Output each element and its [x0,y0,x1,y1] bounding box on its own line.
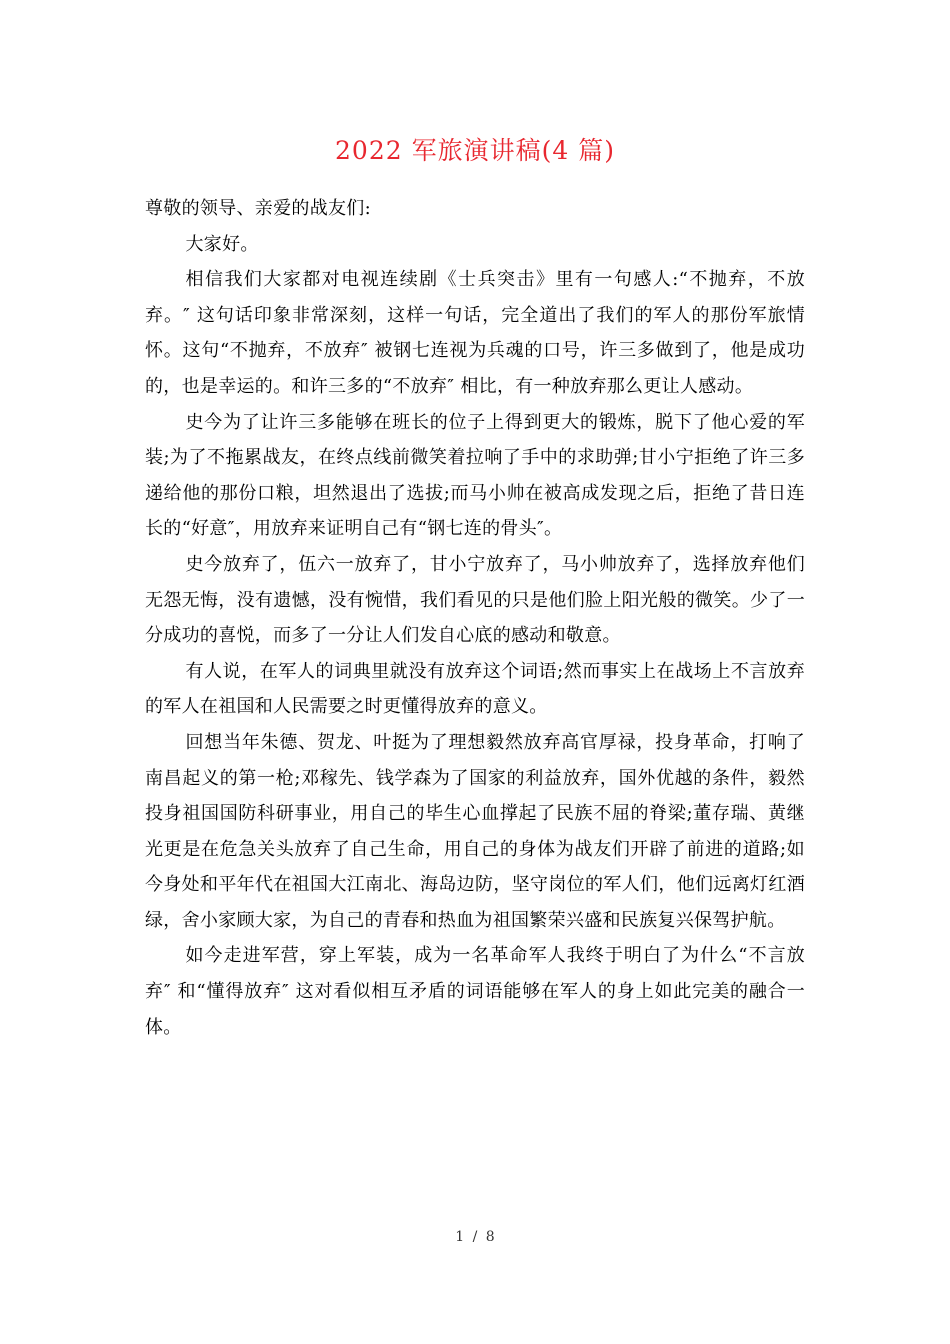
paragraph: 大家好。 [185,233,259,255]
paragraph: 相信我们大家都对电视连续剧《士兵突击》里有一句感人:“不抛弃，不放弃。″ 这句话印象非常深刻，这样一句话，完全道出了我们的军人的那份军旅情怀。这句“不抛弃，不放弃″ 被钢七连视为兵魂的口号，许三多做到了，他是成功的，也是幸运的。和许三多的“不放弃″ 相比，有一种放弃那么更让人感动。 [145,269,805,397]
document-title: 2022 军旅演讲稿(4 篇) [335,136,615,165]
paragraph: 史今为了让许三多能够在班长的位子上得到更大的锻炼，脱下了他心爱的军装;为了不拖累战友，在终点线前微笑着拉响了手中的求助弹;甘小宁拒绝了许三多递给他的那份口粮，坦然退出了选拔;而马小帅在被高成发现之后，拒绝了昔日连长的“好意″，用放弃来证明自己有“钢七连的骨头″。 [145,411,805,540]
paragraph: 史今放弃了，伍六一放弃了，甘小宁放弃了，马小帅放弃了，选择放弃他们无怨无悔，没有遗憾，没有惋惜，我们看见的只是他们脸上阳光般的微笑。少了一分成功的喜悦，而多了一分让人们发自心底的感动和敬意。 [145,553,805,647]
salutation: 尊敬的领导、亲爱的战友们: [145,198,371,219]
document-body [145,191,805,1045]
paragraph: 回想当年朱德、贺龙、叶挺为了理想毅然放弃高官厚禄，投身革命，打响了南昌起义的第一枪;邓稼先、钱学森为了国家的利益放弃，国外优越的条件，毅然投身祖国国防科研事业，用自己的毕生心血撑起了民族不屈的脊梁;董存瑞、黄继光更是在危急关头放弃了自己生命，用自己的身体为战友们开辟了前进的道路;如今身处和平年代在祖国大江南北、海岛边防，坚守岗位的军人们，他们远离灯红酒绿，舍小家顾大家，为自己的青春和热血为祖国繁荣兴盛和民族复兴保驾护航。 [145,731,805,931]
paragraph: 如今走进军营，穿上军装，成为一名革命军人我终于明白了为什么“不言放弃″ 和“懂得放弃″ 这对看似相互矛盾的词语能够在军人的身上如此完美的融合一体。 [145,945,805,1038]
paragraph: 有人说，在军人的词典里就没有放弃这个词语;然而事实上在战场上不言放弃的军人在祖国和人民需要之时更懂得放弃的意义。 [145,660,805,718]
page-number: 1 / 8 [455,1229,495,1245]
